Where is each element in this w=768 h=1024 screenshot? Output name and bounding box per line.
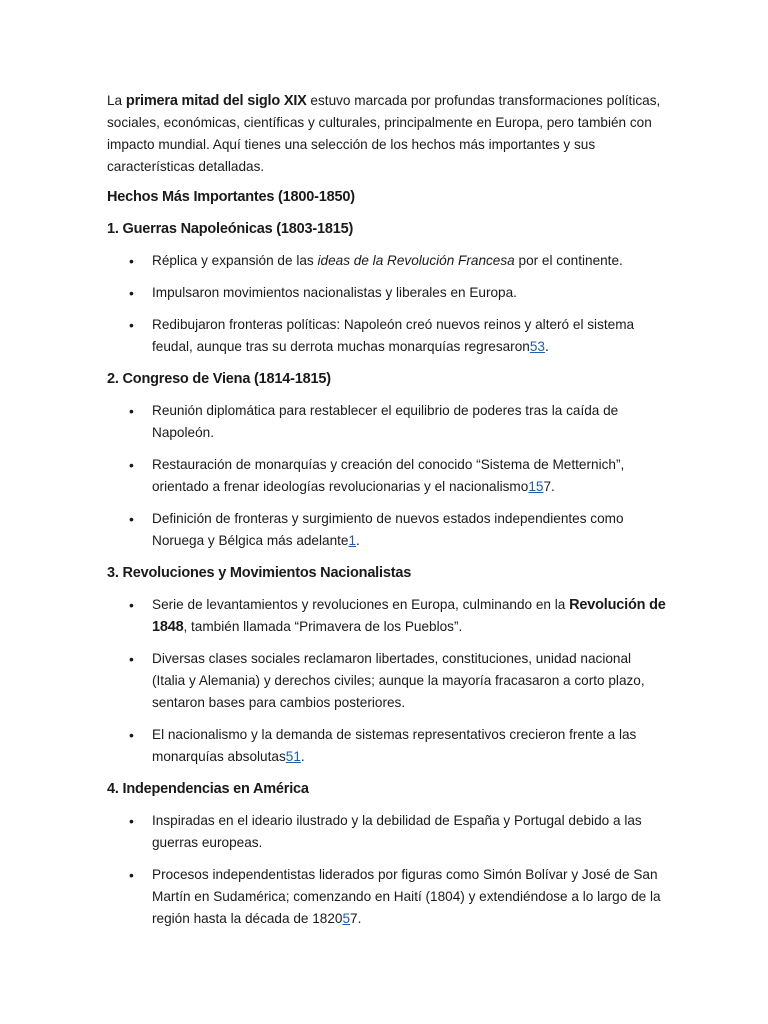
bullet-icon: • [129, 253, 134, 269]
bullet-icon: • [129, 285, 134, 301]
list-item: • El nacionalismo y la demanda de sistemas representativos crecieron frente a las monarquías absolutas51. [107, 724, 667, 768]
bullet-list [107, 594, 667, 768]
list-item: • Diversas clases sociales reclamaron libertades, constituciones, unidad nacional (Italia y Alemania) y derechos civiles; aunque la mayoría fracasaron a corto plazo, sentaron bases para cambios posteriores. [107, 648, 667, 714]
list-item: • Impulsaron movimientos nacionalistas y liberales en Europa. [107, 282, 667, 304]
citation-link[interactable]: 5 [342, 911, 351, 926]
list-item: • Réplica y expansión de las ideas de la Revolución Francesa por el continente. [107, 250, 667, 272]
citation-link[interactable]: 53 [529, 339, 545, 354]
list-item: • Redibujaron fronteras políticas: Napoleón creó nuevos reinos y alteró el sistema feudal, aunque tras su derrota muchas monarquías regresaron53. [107, 314, 667, 358]
document-body [107, 90, 667, 940]
section-heading: 3. Revoluciones y Movimientos Nacionalistas [107, 565, 412, 581]
section-heading: 1. Guerras Napoleónicas (1803-1815) [107, 221, 354, 237]
bullet-icon: • [129, 597, 134, 613]
bullet-icon: • [129, 317, 134, 333]
citation-link[interactable]: 51 [285, 749, 301, 764]
section-heading: 4. Independencias en América [107, 781, 309, 797]
bullet-icon: • [129, 813, 134, 829]
list-item: • Restauración de monarquías y creación del conocido “Sistema de Metternich”, orientado a frenar ideologías revolucionarias y el nacionalismo157. [107, 454, 667, 498]
bullet-icon: • [129, 651, 134, 667]
intro-paragraph: La primera mitad del siglo XIX estuvo marcada por profundas transformaciones políticas, sociales, económicas, científicas y culturales, principalmente en Europa, pero también con impacto mundial. Aquí tienes una selección de los hechos más importantes y sus características detalladas. [107, 93, 661, 174]
citation-link[interactable]: 1 [348, 533, 357, 548]
citation-link[interactable]: 15 [528, 479, 544, 494]
list-item: • Serie de levantamientos y revoluciones en Europa, culminando en la Revolución de 1848, también llamada “Primavera de los Pueblos”. [107, 594, 667, 638]
intro-bold: primera mitad del siglo XIX [125, 93, 307, 109]
bullet-icon: • [129, 727, 134, 743]
bullet-icon: • [129, 867, 134, 883]
main-heading: Hechos Más Importantes (1800-1850) [107, 189, 355, 205]
list-item: • Reunión diplomática para restablecer el equilibrio de poderes tras la caída de Napoleón. [107, 400, 667, 444]
bullet-list [107, 810, 667, 930]
list-item: • Definición de fronteras y surgimiento de nuevos estados independientes como Noruega y Bélgica más adelante1. [107, 508, 667, 552]
section-heading: 2. Congreso de Viena (1814-1815) [107, 371, 331, 387]
bullet-icon: • [129, 511, 134, 527]
bullet-list [107, 400, 667, 552]
bullet-list [107, 250, 667, 358]
bullet-icon: • [129, 457, 134, 473]
list-item: • Inspiradas en el ideario ilustrado y la debilidad de España y Portugal debido a las guerras europeas. [107, 810, 667, 854]
bullet-icon: • [129, 403, 134, 419]
list-item: • Procesos independentistas liderados por figuras como Simón Bolívar y José de San Martín en Sudamérica; comenzando en Haití (1804) y extendiéndose a lo largo de la región hasta la década de 182057. [107, 864, 667, 930]
